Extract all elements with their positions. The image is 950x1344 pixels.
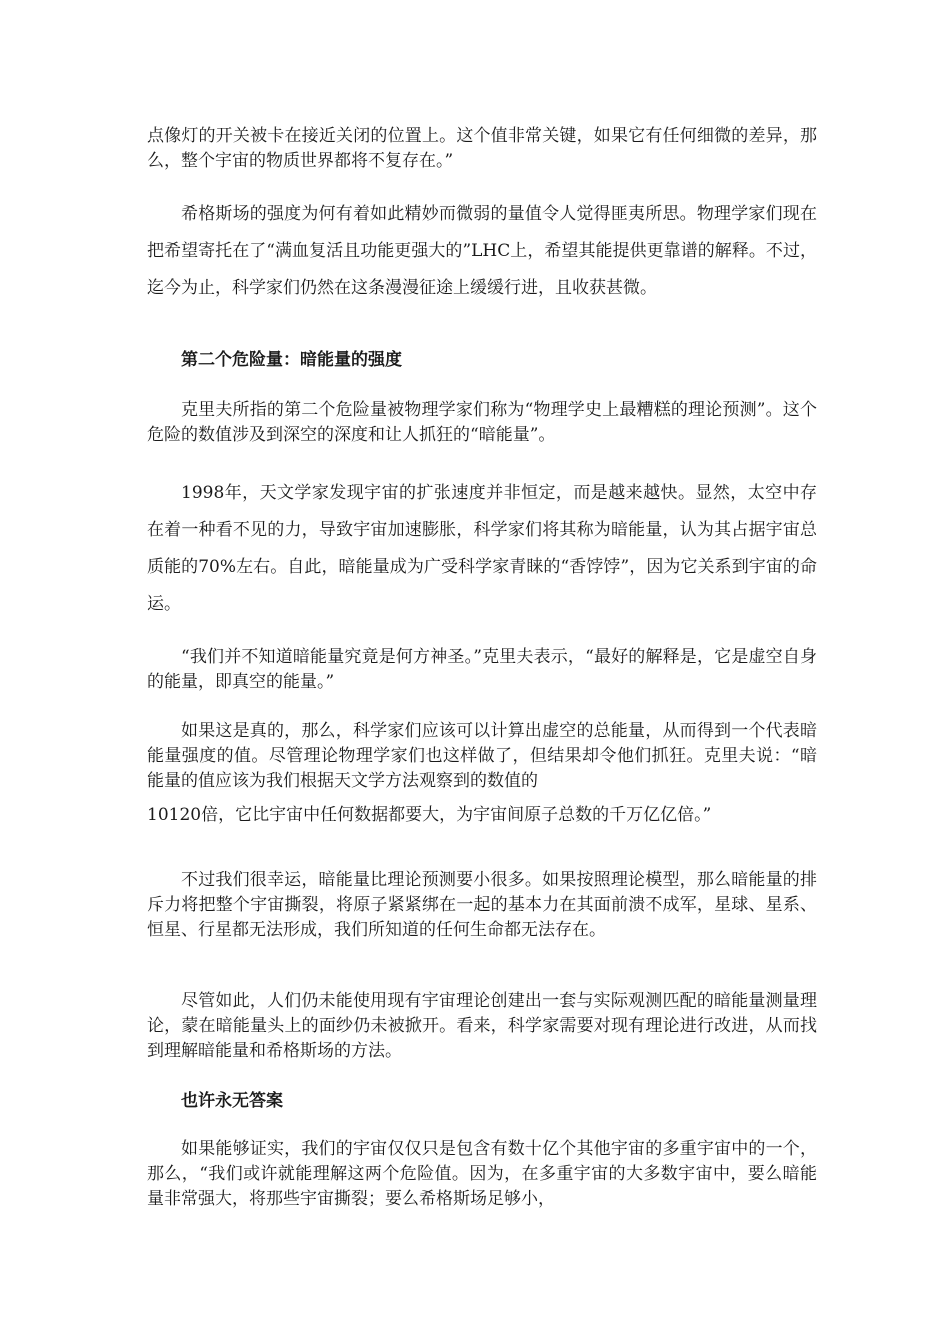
paragraph-9: 如果能够证实，我们的宇宙仅仅只是包含有数十亿个其他宇宙的多重宇宙中的一个，那么，“我们或许就能理解这两个危险值。因为，在多重宇宙的大多数宇宙中，要么暗能量非常强大，将那些宇宙撕裂；要么希格斯场足够小， (147, 1139, 817, 1209)
paragraph-2: 希格斯场的强度为何有着如此精妙而微弱的量值令人觉得匪夷所思。物理学家们现在把希望寄托在了“满血复活且功能更强大的”LHC上，希望其能提供更靠谱的解释。不过，迄今为止，科学家们仍然在这条漫漫征途上缓缓行进，且收获甚微。 (147, 204, 817, 298)
paragraph-6-continued: 10120倍，它比宇宙中任何数据都要大，为宇宙间原子总数的千万亿亿倍。” (147, 805, 712, 825)
paragraph-7: 不过我们很幸运，暗能量比理论预测要小很多。如果按照理论模型，那么暗能量的排斥力将把整个宇宙撕裂，将原子紧紧绑在一起的基本力在其面前溃不成军，星球、星系、恒星、行星都无法形成，我们所知道的任何生命都无法存在。 (147, 870, 817, 940)
section-heading-dark-energy: 第二个危险量：暗能量的强度 (181, 350, 402, 370)
paragraph-5: “我们并不知道暗能量究竟是何方神圣。”克里夫表示，“最好的解释是，它是虚空自身的能量，即真空的能量。” (147, 647, 817, 692)
section-heading-no-answer: 也许永无答案 (181, 1091, 283, 1111)
paragraph-4: 1998年，天文学家发现宇宙的扩张速度并非恒定，而是越来越快。显然，太空中存在着一种看不见的力，导致宇宙加速膨胀，科学家们将其称为暗能量，认为其占据宇宙总质能的70%左右。自此，暗能量成为广受科学家青睐的“香饽饽”，因为它关系到宇宙的命运。 (147, 483, 817, 614)
paragraph-1: 点像灯的开关被卡在接近关闭的位置上。这个值非常关键，如果它有任何细微的差异，那么，整个宇宙的物质世界都将不复存在。” (147, 126, 817, 171)
paragraph-3: 克里夫所指的第二个危险量被物理学家们称为“物理学史上最糟糕的理论预测”。这个危险的数值涉及到深空的深度和让人抓狂的“暗能量”。 (147, 400, 817, 445)
paragraph-6: 如果这是真的，那么，科学家们应该可以计算出虚空的总能量，从而得到一个代表暗能量强度的值。尽管理论物理学家们也这样做了，但结果却令他们抓狂。克里夫说：“暗能量的值应该为我们根据天文学方法观察到的数值的 (147, 721, 817, 791)
paragraph-8: 尽管如此，人们仍未能使用现有宇宙理论创建出一套与实际观测匹配的暗能量测量理论，蒙在暗能量头上的面纱仍未被掀开。看来，科学家需要对现有理论进行改进，从而找到理解暗能量和希格斯场的方法。 (147, 991, 817, 1061)
